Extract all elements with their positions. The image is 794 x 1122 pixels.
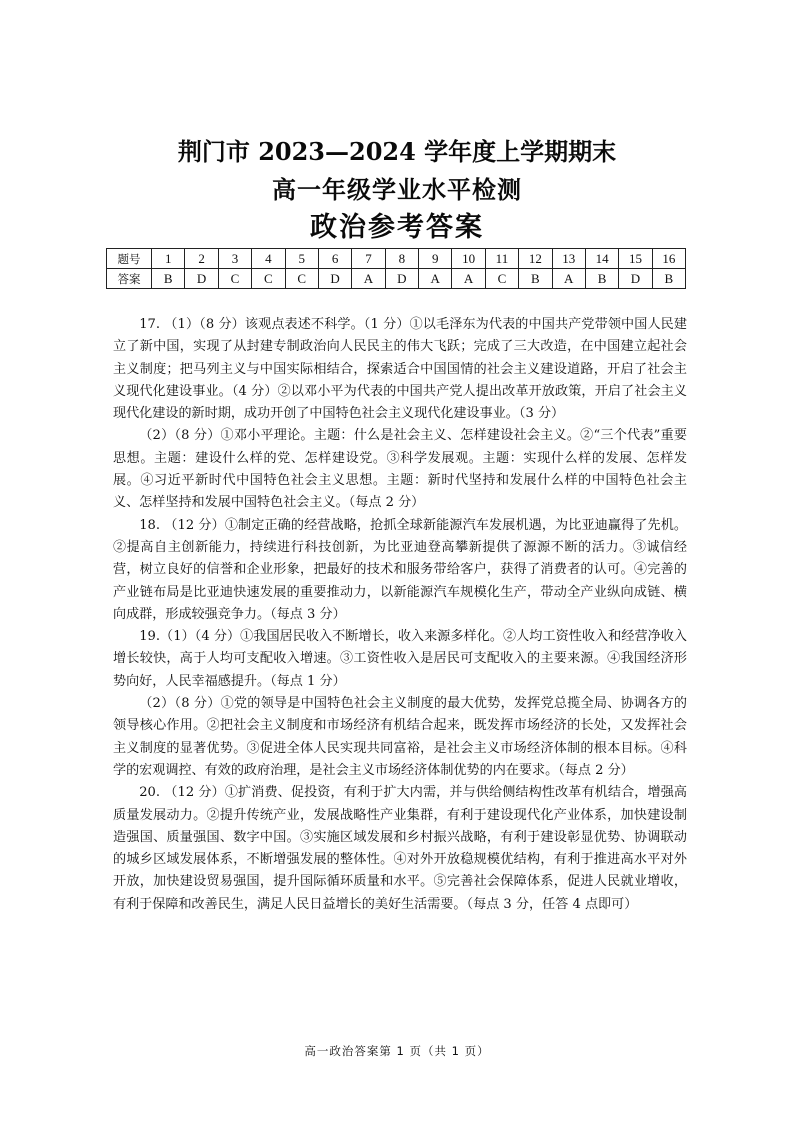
- answer-key-table: [106, 248, 686, 289]
- question-number-cell: 4: [252, 249, 285, 269]
- question-number-cell: 2: [185, 249, 218, 269]
- question-number-cell: 1: [152, 249, 185, 269]
- answer-cell: B: [585, 269, 618, 289]
- answer-cell: C: [485, 269, 518, 289]
- question-number-cell: 8: [385, 249, 418, 269]
- question-number-cell: 9: [419, 249, 452, 269]
- question-number-cell: 6: [318, 249, 351, 269]
- answer-cell: C: [218, 269, 251, 289]
- answer-cell: A: [452, 269, 485, 289]
- question-number-cell: 14: [585, 249, 618, 269]
- question-number-cell: 12: [519, 249, 552, 269]
- question-number-cell: 7: [352, 249, 385, 269]
- question-number-cell: 16: [652, 249, 685, 269]
- answer-paragraph-19-1: 19.（1）（4 分）①我国居民收入不断增长，收入来源多样化。②人均工资性收入和经营净收入增长较快，高于人均可支配收入增速。③工资性收入是居民可支配收入的主要来源。④我国经济形势向好，人民幸福感提升。（每点 1 分）: [113, 629, 687, 689]
- answer-cell: D: [619, 269, 652, 289]
- answer-paragraph-19-2: （2）（8 分）①党的领导是中国特色社会主义制度的最大优势，发挥党总揽全局、协调各方的领导核心作用。②把社会主义制度和市场经济有机结合起来，既发挥市场经济的长处，又发挥社会主义制度的显著优势。③促进全体人民实现共同富裕，是社会主义市场经济体制的根本目标。④科学的宏观调控、有效的政府治理，是社会主义市场经济体制优势的内在要求。（每点 2 分）: [113, 696, 687, 778]
- question-number-cell: 10: [452, 249, 485, 269]
- question-number-header: 题号: [107, 249, 152, 269]
- answer-cell: A: [419, 269, 452, 289]
- answer-header: 答案: [107, 269, 152, 289]
- document-title-line-2: 高一年级学业水平检测: [272, 175, 522, 204]
- question-number-cell: 5: [285, 249, 318, 269]
- question-number-cell: 15: [619, 249, 652, 269]
- answer-cell: D: [385, 269, 418, 289]
- answer-row: [107, 269, 686, 289]
- document-title-line-1: 荆门市 2023—2024 学年度上学期期末: [177, 137, 617, 166]
- answer-cell: A: [352, 269, 385, 289]
- answer-cell: D: [185, 269, 218, 289]
- question-number-cell: 13: [552, 249, 585, 269]
- answer-cell: C: [252, 269, 285, 289]
- answer-cell: B: [152, 269, 185, 289]
- answer-paragraph-20: 20. （12 分）①扩消费、促投资，有利于扩大内需，并与供给侧结构性改革有机结合，增强高质量发展动力。②提升传统产业，发展战略性产业集群，有利于建设现代化产业体系，加快建设制造强国、质量强国、数字中国。③实施区域发展和乡村振兴战略，有利于建设彰显优势、协调联动的城乡区域发展体系，不断增强发展的整体性。④对外开放稳规模优结构，有利于推进高水平对外开放，加快建设贸易强国，提升国际循环质量和水平。⑤完善社会保障体系，促进人民就业增收，有利于保障和改善民生，满足人民日益增长的美好生活需要。（每点 3 分，任答 4 点即可）: [113, 785, 687, 912]
- answer-explanations: [113, 314, 687, 916]
- answer-cell: B: [652, 269, 685, 289]
- answer-cell: B: [519, 269, 552, 289]
- page-footer: 高一政治答案第 1 页（共 1 页）: [304, 1044, 490, 1058]
- document-title-line-3: 政治参考答案: [310, 212, 484, 243]
- answer-paragraph-18: 18. （12 分）①制定正确的经营战略，抢抓全球新能源汽车发展机遇，为比亚迪赢得了先机。②提高自主创新能力，持续进行科技创新，为比亚迪登高攀新提供了源源不断的活力。③诚信经营，树立良好的信誉和企业形象，把最好的技术和服务带给客户，获得了消费者的认可。④完善的产业链布局是比亚迪快速发展的重要推动力，以新能源汽车规模化生产，带动全产业纵向成链、横向成群，形成较强竞争力。（每点 3 分）: [113, 517, 687, 622]
- question-number-row: [107, 249, 686, 269]
- answer-cell: C: [285, 269, 318, 289]
- question-number-cell: 3: [218, 249, 251, 269]
- answer-cell: D: [318, 269, 351, 289]
- answer-paragraph-17-2: （2）（8 分）①邓小平理论。主题：什么是社会主义、怎样建设社会主义。②“三个代表”重要思想。主题：建设什么样的党、怎样建设党。③科学发展观。主题：实现什么样的发展、怎样发展。④习近平新时代中国特色社会主义思想。主题：新时代坚持和发展什么样的中国特色社会主义、怎样坚持和发展中国特色社会主义。（每点 2 分）: [113, 428, 687, 511]
- answer-cell: A: [552, 269, 585, 289]
- question-number-cell: 11: [485, 249, 518, 269]
- answer-paragraph-17-1: 17. （1）（8 分）该观点表述不科学。（1 分）①以毛泽东为代表的中国共产党带领中国人民建立了新中国，实现了从封建专制政治向人民民主的伟大飞跃；完成了三大改造，在中国建立起社会主义制度；把马列主义与中国实际相结合，探索适合中国国情的社会主义建设道路，开启了社会主义现代化建设事业。（4 分）②以邓小平为代表的中国共产党人提出改革开放政策，开启了社会主义现代化建设的新时期，成功开创了中国特色社会主义现代化建设事业。（3 分）: [113, 317, 687, 422]
